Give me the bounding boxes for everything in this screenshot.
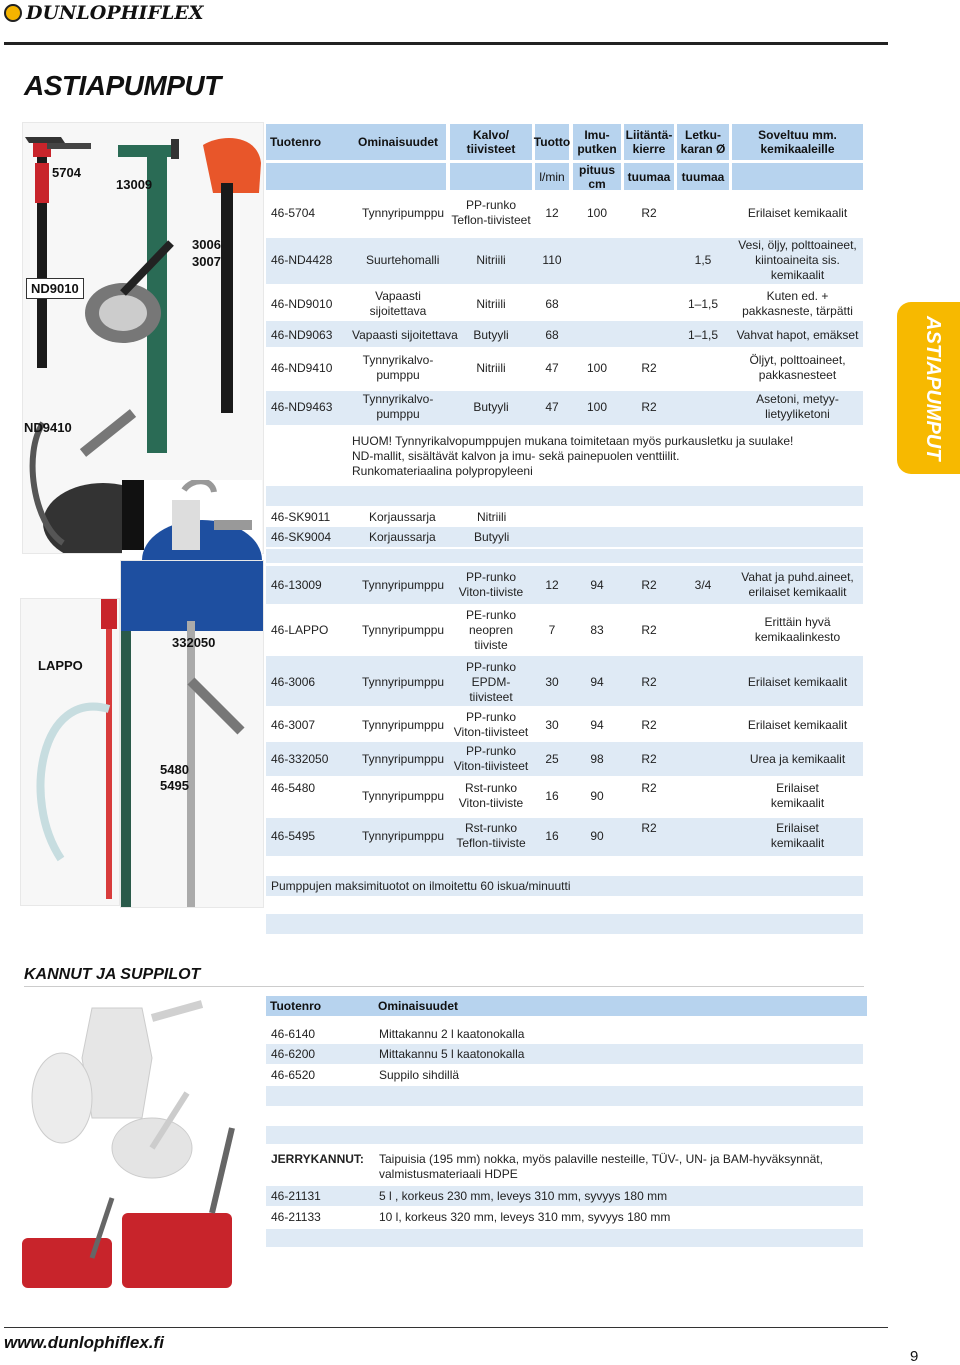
pump-image-panel-bottom-right bbox=[120, 560, 264, 908]
table1-note: HUOM! Tynnyrikalvopumppujen mukana toimitetaan myös purkausletku ja suulake! ND-mallit, sisältävät kalvon ja imu- sekä painepuolen venttiilit. Runkomateriaalina polypropyleeni bbox=[352, 434, 794, 478]
cell-use: Öljyt, polttoaineet, pakkasnesteet bbox=[749, 353, 846, 382]
cell-mat: Rst-runko Teflon-tiiviste bbox=[456, 821, 526, 850]
cell-use: Erittäin hyvä kemikaalinkesto bbox=[754, 615, 841, 644]
cell-mat: PP-runko EPDM- tiivisteet bbox=[465, 660, 517, 704]
table3-note: Pumppujen maksimituotot on ilmoitettu 60 iskua/minuutti bbox=[271, 879, 571, 893]
cell-use: Erilaiset kemikaalit bbox=[770, 781, 825, 810]
img-label-nd9010: ND9010 bbox=[26, 278, 84, 299]
section-title-kannut: KANNUT JA SUPPILOT bbox=[24, 966, 201, 983]
jerry-desc-row: 5 l , korkeus 230 mm, leveys 310 mm, syvyys 180 mm bbox=[379, 1189, 668, 1203]
col-header-tuotenro: Tuotenro bbox=[266, 124, 350, 160]
row-band bbox=[266, 486, 863, 506]
cell-prop: Vapaasti sijoitettava bbox=[369, 289, 427, 318]
cell-prop: Tynnyripumppu bbox=[362, 206, 445, 220]
cell-flow: 12 bbox=[545, 578, 559, 592]
row-band bbox=[266, 914, 863, 934]
section-divider bbox=[24, 986, 864, 987]
footer-divider bbox=[4, 1327, 888, 1328]
cell-mat: Butyyli bbox=[473, 328, 509, 342]
cell-use: Vahvat hapot, emäkset bbox=[736, 328, 859, 342]
img-label-3007: 3007 bbox=[192, 254, 221, 269]
cell-flow: 16 bbox=[545, 789, 559, 803]
cell-thread: R2 bbox=[641, 361, 657, 375]
cell-hose: 3/4 bbox=[694, 578, 712, 592]
cell-code: 46-ND9463 bbox=[271, 400, 333, 414]
cell-flow: 68 bbox=[545, 297, 559, 311]
col-header-blank4 bbox=[732, 163, 863, 190]
cell-thread: R2 bbox=[641, 675, 657, 689]
cell-code: 46-LAPPO bbox=[271, 623, 329, 637]
cell-use: Vahat ja puhd.aineet, erilaiset kemikaalit bbox=[741, 570, 854, 599]
cell-prop: Tynnyripumppu bbox=[362, 829, 445, 843]
cell-flow: 30 bbox=[545, 675, 559, 689]
img-label-lappo: LAPPO bbox=[38, 658, 83, 673]
cell-use: Erilaiset kemikaalit bbox=[770, 821, 825, 850]
side-tab bbox=[897, 302, 960, 474]
s2-desc: Mittakannu 5 l kaatonokalla bbox=[379, 1047, 525, 1061]
col-header-tuumaa1: tuumaa bbox=[624, 163, 674, 190]
cans-image-panel bbox=[22, 998, 262, 1298]
cell-prop: Tynnyrikalvo- pumppu bbox=[362, 353, 434, 382]
page-title: ASTIAPUMPUT bbox=[24, 70, 221, 101]
page-number: 9 bbox=[910, 1348, 919, 1365]
cell-hose: 1,5 bbox=[694, 253, 712, 267]
cell-code: 46-3007 bbox=[271, 718, 316, 732]
cell-code: 46-ND9410 bbox=[271, 361, 333, 375]
cell-mat: PP-runko Teflon-tiivisteet bbox=[451, 198, 531, 227]
jerry-code: 46-21131 bbox=[271, 1189, 321, 1203]
col-header-lmin: l/min bbox=[535, 163, 569, 190]
col-header-pituus: pituus cm bbox=[573, 163, 621, 190]
cell-mat: PE-runko neopren tiiviste bbox=[465, 608, 517, 652]
cell-thread: R2 bbox=[641, 821, 657, 835]
cell-flow: 68 bbox=[545, 328, 559, 342]
cell-code: 46-ND9063 bbox=[271, 328, 333, 342]
cell-mat: Nitriili bbox=[476, 297, 506, 311]
col-header-tuumaa2: tuumaa bbox=[677, 163, 729, 190]
cell-len: 94 bbox=[590, 718, 604, 732]
cell-prop: Suurtehomalli bbox=[366, 253, 440, 267]
cell-flow: 25 bbox=[545, 752, 559, 766]
col-header-kalvo: Kalvo/ tiivisteet bbox=[450, 124, 532, 160]
lappo-pump-icon bbox=[21, 599, 119, 905]
cell-flow: 16 bbox=[545, 829, 559, 843]
img-label-5704: 5704 bbox=[52, 165, 81, 180]
jerry-desc-row: 10 l, korkeus 320 mm, leveys 310 mm, syvyys 180 mm bbox=[379, 1210, 671, 1224]
cell-code: 46-5480 bbox=[271, 781, 316, 795]
cell-prop: Tynnyripumppu bbox=[362, 789, 445, 803]
cell-mat: PP-runko Viton-tiivisteet bbox=[453, 744, 529, 773]
cans-illustration bbox=[22, 998, 262, 1298]
img-label-3006: 3006 bbox=[192, 237, 221, 252]
cell-mat: Butyyli bbox=[473, 400, 509, 414]
cell-use: Erilaiset kemikaalit bbox=[747, 675, 848, 689]
s2-header-ominaisuudet: Ominaisuudet bbox=[374, 996, 867, 1016]
cell-len: 100 bbox=[586, 361, 608, 375]
img-label-13009: 13009 bbox=[116, 177, 153, 192]
cell-len: 100 bbox=[586, 400, 608, 414]
cell-mat: Nitriili bbox=[476, 361, 506, 375]
s2-code: 46-6200 bbox=[271, 1047, 316, 1061]
cell-prop: Tynnyrikalvo- pumppu bbox=[362, 392, 434, 421]
cell-use: Erilaiset kemikaalit bbox=[747, 206, 848, 220]
img-label-5495: 5495 bbox=[160, 778, 189, 793]
col-header-blank1 bbox=[266, 163, 350, 190]
img-label-332050: 332050 bbox=[172, 635, 216, 650]
cell-prop: Tynnyripumppu bbox=[362, 718, 445, 732]
img-label-nd9410: ND9410 bbox=[24, 420, 72, 435]
cell-prop: Tynnyripumppu bbox=[362, 623, 445, 637]
col-header-tuotto: Tuotto bbox=[535, 124, 569, 160]
cell-len: 98 bbox=[590, 752, 604, 766]
col-header-ominaisuudet: Ominaisuudet bbox=[350, 124, 446, 160]
cell-code: 46-5495 bbox=[271, 829, 316, 843]
row-band bbox=[266, 1086, 863, 1106]
cell-code: 46-ND4428 bbox=[271, 253, 333, 267]
s2-code: 46-6520 bbox=[271, 1068, 316, 1082]
jerry-code: 46-21133 bbox=[271, 1210, 321, 1224]
cell-thread: R2 bbox=[641, 578, 657, 592]
cell-flow: 47 bbox=[545, 361, 559, 375]
row-band bbox=[266, 549, 863, 563]
steel-pump-icon bbox=[121, 561, 263, 907]
cell-use: Kuten ed. + pakkasneste, tärpätti bbox=[742, 289, 853, 318]
col-header-soveltuu: Soveltuu mm. kemikaaleille bbox=[732, 124, 863, 160]
cell-mat: Butyyli bbox=[474, 530, 510, 544]
cell-mat: Nitriili bbox=[477, 510, 507, 524]
cell-code: 46-SK9011 bbox=[271, 510, 331, 524]
row-band bbox=[266, 1229, 863, 1247]
cell-mat: PP-runko Viton-tiiviste bbox=[458, 570, 524, 599]
jerry-desc: Taipuisia (195 mm) nokka, myös palaville nesteille, TÜV-, UN- ja BAM-hyväksynnät, valmistusmateriaali HDPE bbox=[379, 1152, 823, 1181]
cell-code: 46-5704 bbox=[271, 206, 316, 220]
col-header-imu: Imu- putken bbox=[573, 124, 621, 160]
row-band bbox=[266, 1126, 863, 1144]
cell-prop: Tynnyripumppu bbox=[362, 578, 445, 592]
cell-thread: R2 bbox=[641, 718, 657, 732]
brand-name: DUNLOPHIFLEX bbox=[26, 2, 204, 24]
row-band bbox=[266, 527, 863, 547]
cell-prop: Tynnyripumppu bbox=[362, 752, 445, 766]
cell-prop: Korjaussarja bbox=[369, 510, 436, 524]
cell-mat: Rst-runko Viton-tiiviste bbox=[458, 781, 524, 810]
cell-len: 90 bbox=[590, 829, 604, 843]
cell-len: 100 bbox=[586, 206, 608, 220]
s2-desc: Suppilo sihdillä bbox=[379, 1068, 460, 1082]
cell-use: Vesi, öljy, polttoaineet, kiintoaineita sis. kemikaalit bbox=[738, 238, 857, 282]
img-label-5480: 5480 bbox=[160, 762, 189, 777]
top-divider bbox=[4, 42, 888, 45]
cell-code: 46-SK9004 bbox=[271, 530, 332, 544]
cell-mat: Nitriili bbox=[476, 253, 506, 267]
cell-mat: PP-runko Viton-tiivisteet bbox=[453, 710, 529, 739]
cell-thread: R2 bbox=[641, 400, 657, 414]
s2-header-tuotenro: Tuotenro bbox=[266, 996, 374, 1016]
cell-code: 46-3006 bbox=[271, 675, 316, 689]
cell-hose: 1–1,5 bbox=[687, 297, 719, 311]
cell-prop: Korjaussarja bbox=[369, 530, 436, 544]
row-band bbox=[266, 1044, 863, 1064]
s2-code: 46-6140 bbox=[271, 1027, 316, 1041]
cell-use: Urea ja kemikaalit bbox=[749, 752, 846, 766]
col-header-liitanta: Liitäntä- kierre bbox=[624, 124, 674, 160]
brand-logo bbox=[4, 2, 244, 24]
cell-thread: R2 bbox=[641, 752, 657, 766]
cell-flow: 7 bbox=[548, 623, 556, 637]
cell-flow: 30 bbox=[545, 718, 559, 732]
cell-flow: 12 bbox=[545, 206, 559, 220]
cell-code: 46-ND9010 bbox=[271, 297, 333, 311]
col-header-letku: Letku- karan Ø bbox=[677, 124, 729, 160]
cell-thread: R2 bbox=[641, 623, 657, 637]
footer-url[interactable]: www.dunlophiflex.fi bbox=[4, 1333, 164, 1352]
cell-code: 46-13009 bbox=[271, 578, 322, 592]
jerry-label: JERRYKANNUT: bbox=[271, 1152, 364, 1166]
cell-flow: 110 bbox=[542, 253, 562, 267]
cell-len: 83 bbox=[590, 623, 604, 637]
cell-thread: R2 bbox=[641, 781, 657, 795]
s2-desc: Mittakannu 2 l kaatonokalla bbox=[379, 1027, 525, 1041]
cell-prop: Vapaasti sijoitettava bbox=[352, 328, 458, 342]
cell-code: 46-332050 bbox=[271, 752, 329, 766]
cell-prop: Tynnyripumppu bbox=[362, 675, 445, 689]
brand-badge-icon bbox=[4, 4, 22, 22]
cell-len: 94 bbox=[590, 675, 604, 689]
cell-flow: 47 bbox=[545, 400, 559, 414]
cell-len: 90 bbox=[590, 789, 604, 803]
pump-image-panel-bottom bbox=[20, 598, 120, 906]
cell-use: Asetoni, metyy- lietyyliketoni bbox=[756, 392, 839, 421]
cell-thread: R2 bbox=[641, 206, 657, 220]
cell-len: 94 bbox=[590, 578, 604, 592]
col-header-blank3 bbox=[450, 163, 532, 190]
side-tab-label: ASTIAPUMPUT bbox=[922, 316, 944, 461]
cell-hose: 1–1,5 bbox=[687, 328, 719, 342]
col-header-blank2 bbox=[350, 163, 446, 190]
cell-use: Erilaiset kemikaalit bbox=[747, 718, 848, 732]
